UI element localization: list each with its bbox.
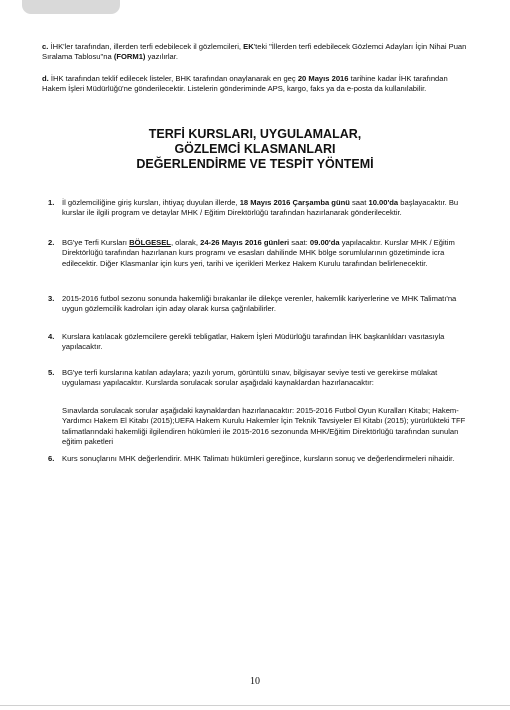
sources-paragraph: Sınavlarda sorulacak sorular aşağıdaki kaynaklardan hazırlanacaktır: 2015-2016 Futbol Oyun Kuralları Kitabı; Hakem-Yardımcı Hakem El Kitabı (2015);UEFA Hakem Kurulu Hakemler İçin Teknik Tavsiyeler El Kitabı (2015); yürürlükteki TFF talimatlarındaki hakemliği ilgilendiren hükümleri ile 2015-2016 sezonunda MHK/Eğitim Direktörlüğü tarafından sunulan eğitim paketleri	[62, 406, 466, 447]
paragraph-d: d. İHK tarafından teklif edilecek listeler, BHK tarafından onaylanarak en geç 20 Mayıs 2016 tarihine kadar İHK tarafından Hakem İşleri Müdürlüğü'ne gönderilecektir. Listelerin gönderiminde APS, kargo, faks ya da e-posta da kullanılabilir.	[42, 74, 448, 94]
paragraph-c: c. İHK'ler tarafından, illerden terfi edebilecek il gözlemcileri, EK'teki "İllerden terfi edebilecek Gözlemci Adayları İçin Nihai Puan Sıralama Tablosu"na (FORM1) yazılırlar.	[42, 42, 467, 62]
page-counter-badge	[22, 0, 120, 14]
document-page: c. İHK'ler tarafından, illerden terfi edebilecek il gözlemcileri, EK'teki "İllerden terfi edebilecek Gözlemci Adayları İçin Nihai Puan Sıralama Tablosu"na (FORM1) yazılırlar. d. İHK tarafından teklif edilecek listeler, BHK tarafından onaylanarak en geç 20 Mayıs 2016 tarihine kadar İHK tarafından Hakem İşleri Müdürlüğü'ne gönderilecektir. Listelerin gönderiminde APS, kargo, faks ya da e-posta da kullanılabilir. TERFİ KURSLARI, UYGULAMALAR, GÖZLEMCİ KLASMANLARI DEĞERLENDİRME VE TESPİT YÖNTEMİ 1. İl gözlemciliğine giriş kursları, ihtiyaç duyulan illerde, 18 Mayıs 2016 Çarşamba günü saat 10.00'da başlayacaktır. Bu kurslar ile ilgili program ve detaylar MHK / Eğitim Direktörlüğü tarafından hazırlanarak gönderilecektir. 2. BG'ye Terfi Kursları BÖLGESEL, olarak, 24-26 Mayıs 2016 günleri saat: 09.00'da yapılacaktır. Kurslar MHK / Eğitim Direktörlüğü tarafından hazırlanan kurs programı ve esasları dahilinde MHK bölge sorumlularının gözetiminde icra edilecektir. Diğer Klasmanlar için kurs yeri, tarihi ve içerikleri Merkez Hakem Kurulu tarafından belirlenecektir. 3. 2015-2016 futbol sezonu sonunda hakemliği bırakanlar ile dilekçe verenler, hakemlik kariyerlerine ve MHK Talimatı'na uygun gözlemcilik kadroları için aday olarak kursa çağrılabilirler. 4. Kurslara katılacak gözlemcilere gerekli tebligatlar, Hakem İşleri Müdürlüğü tarafından İHK başkanlıkları vasıtasıyla yapılacaktır. 5. BG'ye terfi kurslarına katılan adaylara; yazılı yorum, görüntülü sınav, bilgisayar seviye testi ve gerekirse mülakat uygulaması yapılacaktır. Kurslarda sorulacak sorular aşağıdaki kaynaklardan hazırlanacaktır: Sınavlarda sorulacak sorular aşağıdaki kaynaklardan hazırlanacaktır: 2015-2016 Futbol Oyun Kuralları Kitabı; Hakem-Yardımcı Hakem El Kitabı (2015);UEFA Hakem Kurulu Hakemler İçin Teknik Tavsiyeler El Kitabı (2015); yürürlükteki TFF talimatlarındaki hakemliği ilgilendiren hükümleri ile 2015-2016 sezonunda MHK/Eğitim Direktörlüğü tarafından sunulan eğitim paketleri 6. Kurs sonuçlarını MHK değerlendirir. MHK Talimatı hükümleri gereğince, kursların sonuç ve değerlendirmeleri nihaidir. 10	[0, 0, 510, 710]
section-title: TERFİ KURSLARI, UYGULAMALAR, GÖZLEMCİ KLASMANLARI DEĞERLENDİRME VE TESPİT YÖNTEMİ	[136, 127, 374, 171]
page-divider	[0, 705, 510, 706]
page-number: 10	[250, 676, 260, 687]
